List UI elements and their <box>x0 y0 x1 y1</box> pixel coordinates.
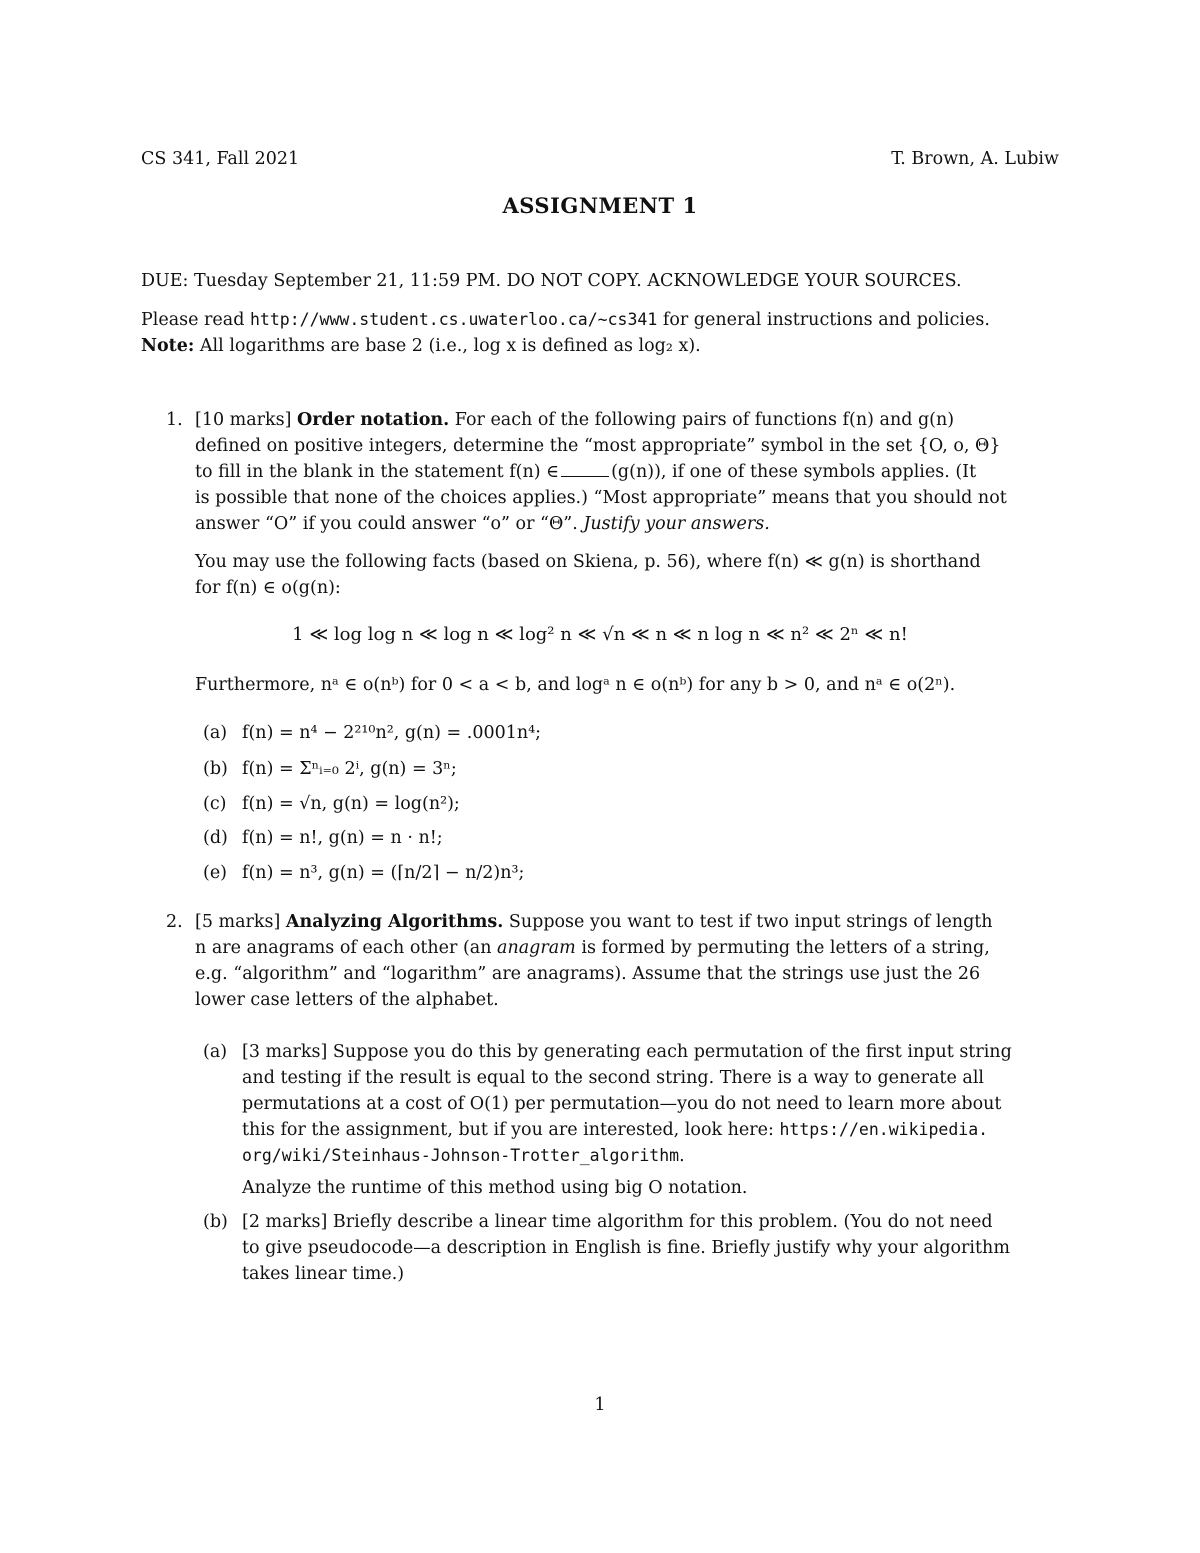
q1-line-1-rest: For each of the following pairs of functions f(n) and g(n) <box>449 410 955 430</box>
read-prefix: Please read <box>141 310 250 330</box>
q2-number: 2. <box>166 912 183 932</box>
q1-part-c-formula: f(n) = √n, g(n) = log(n²); <box>242 794 460 814</box>
q2-part-b-label: (b) <box>203 1212 228 1232</box>
q1-heading: Order notation. <box>297 410 450 430</box>
q2-line-2-pre: n are anagrams of each other (an <box>195 938 498 958</box>
course-url-link[interactable]: http://www.student.cs.uwaterloo.ca/~cs341 <box>249 310 658 329</box>
q1-number: 1. <box>166 410 183 430</box>
q1-part-e-label: (e) <box>203 863 228 883</box>
q2-line-2 <box>195 935 990 961</box>
q1-line-4: is possible that none of the choices applies.) “Most appropriate” means that you should not <box>195 488 1007 508</box>
note-label: Note: <box>141 336 195 356</box>
q2-part-b-line-1: [2 marks] Briefly describe a linear time algorithm for this problem. (You do not need <box>242 1212 993 1232</box>
page-number: 1 <box>594 1395 606 1415</box>
q1-line-3 <box>195 459 976 485</box>
wikipedia-link-part-2[interactable]: org/wiki/Steinhaus-Johnson-Trotter_algorithm <box>242 1146 680 1165</box>
q2-part-b-line-2: to give pseudocode—a description in English is fine. Briefly justify why your algorithm <box>242 1238 1010 1258</box>
q2-part-a-line-3: permutations at a cost of O(1) per permutation—you do not need to learn more about <box>242 1094 1002 1114</box>
justify-emphasis: Justify your answers. <box>583 514 770 534</box>
q2-part-a-line-5-post: . <box>679 1146 685 1166</box>
q1-line-5 <box>195 511 770 537</box>
q2-part-a-line-4 <box>242 1117 988 1143</box>
note-line <box>141 333 701 359</box>
q1-furthermore: Furthermore, nᵃ ∈ o(nᵇ) for 0 < a < b, and logᵃ n ∈ o(nᵇ) for any b > 0, and nᵃ ∈ o(2ⁿ). <box>195 675 956 695</box>
q2-part-a-line-1: [3 marks] Suppose you do this by generating each permutation of the first input string <box>242 1042 1012 1062</box>
q1-line-2: defined on positive integers, determine the “most appropriate” symbol in the set {O, o, Θ} <box>195 436 1001 456</box>
q2-marks: [5 marks] <box>195 912 281 932</box>
q2-part-a-line-2: and testing if the result is equal to the second string. There is a way to generate all <box>242 1068 985 1088</box>
q1-part-c-label: (c) <box>203 794 227 814</box>
q2-part-a-line-6: Analyze the runtime of this method using big O notation. <box>242 1178 748 1198</box>
q1-part-b-label: (b) <box>203 759 228 779</box>
read-suffix: for general instructions and policies. <box>657 310 990 330</box>
q1-facts-line-1: You may use the following facts (based on Skiena, p. 56), where f(n) ≪ g(n) is shorthand <box>195 552 981 572</box>
q2-line-1 <box>195 909 993 935</box>
q1-part-a-formula: f(n) = n⁴ − 2²¹⁰n², g(n) = .0001n⁴; <box>242 723 542 743</box>
due-line: DUE: Tuesday September 21, 11:59 PM. DO NOT COPY. ACKNOWLEDGE YOUR SOURCES. <box>141 271 962 291</box>
q1-part-a-label: (a) <box>203 723 228 743</box>
course-label: CS 341, Fall 2021 <box>141 149 300 169</box>
assignment-title: ASSIGNMENT 1 <box>502 193 698 218</box>
q1-line-3-pre: to fill in the blank in the statement f(n) ∈ <box>195 462 560 482</box>
q2-part-a-line-5 <box>242 1143 685 1169</box>
q1-line-1 <box>195 407 954 433</box>
q2-part-b-line-3: takes linear time.) <box>242 1264 405 1284</box>
growth-chain-formula: 1 ≪ log log n ≪ log n ≪ log² n ≪ √n ≪ n ≪ n log n ≪ n² ≪ 2ⁿ ≪ n! <box>292 624 908 645</box>
q1-part-b-formula: f(n) = Σⁿᵢ₌₀ 2ⁱ, g(n) = 3ⁿ; <box>242 759 457 779</box>
q2-line-4: lower case letters of the alphabet. <box>195 990 499 1010</box>
q2-line-3: e.g. “algorithm” and “logarithm” are anagrams). Assume that the strings use just the 26 <box>195 964 981 984</box>
q2-part-a-label: (a) <box>203 1042 228 1062</box>
q2-heading: Analyzing Algorithms. <box>285 912 504 932</box>
q1-part-d-label: (d) <box>203 828 228 848</box>
q1-marks: [10 marks] <box>195 410 292 430</box>
q1-line-5-pre: answer “O” if you could answer “o” or “Θ”. <box>195 514 584 534</box>
answer-blank <box>561 460 609 477</box>
anagram-emphasis: anagram <box>497 938 576 958</box>
q2-line-2-post: is formed by permuting the letters of a string, <box>575 938 990 958</box>
q1-line-3-post: (g(n)), if one of these symbols applies. (It <box>611 462 977 482</box>
q1-facts-line-2: for f(n) ∈ o(g(n): <box>195 578 341 598</box>
q2-line-1-rest: Suppose you want to test if two input strings of length <box>503 912 993 932</box>
read-line <box>141 307 990 333</box>
wikipedia-link-part-1[interactable]: https://en.wikipedia. <box>779 1120 989 1139</box>
q1-part-d-formula: f(n) = n!, g(n) = n · n!; <box>242 828 443 848</box>
q2-part-a-line-4-pre: this for the assignment, but if you are interested, look here: <box>242 1120 780 1140</box>
q1-part-e-formula: f(n) = n³, g(n) = (⌈n/2⌉ − n/2)n³; <box>242 863 525 883</box>
authors-label: T. Brown, A. Lubiw <box>891 149 1059 169</box>
note-text: All logarithms are base 2 (i.e., log x is defined as log₂ x). <box>194 336 701 356</box>
